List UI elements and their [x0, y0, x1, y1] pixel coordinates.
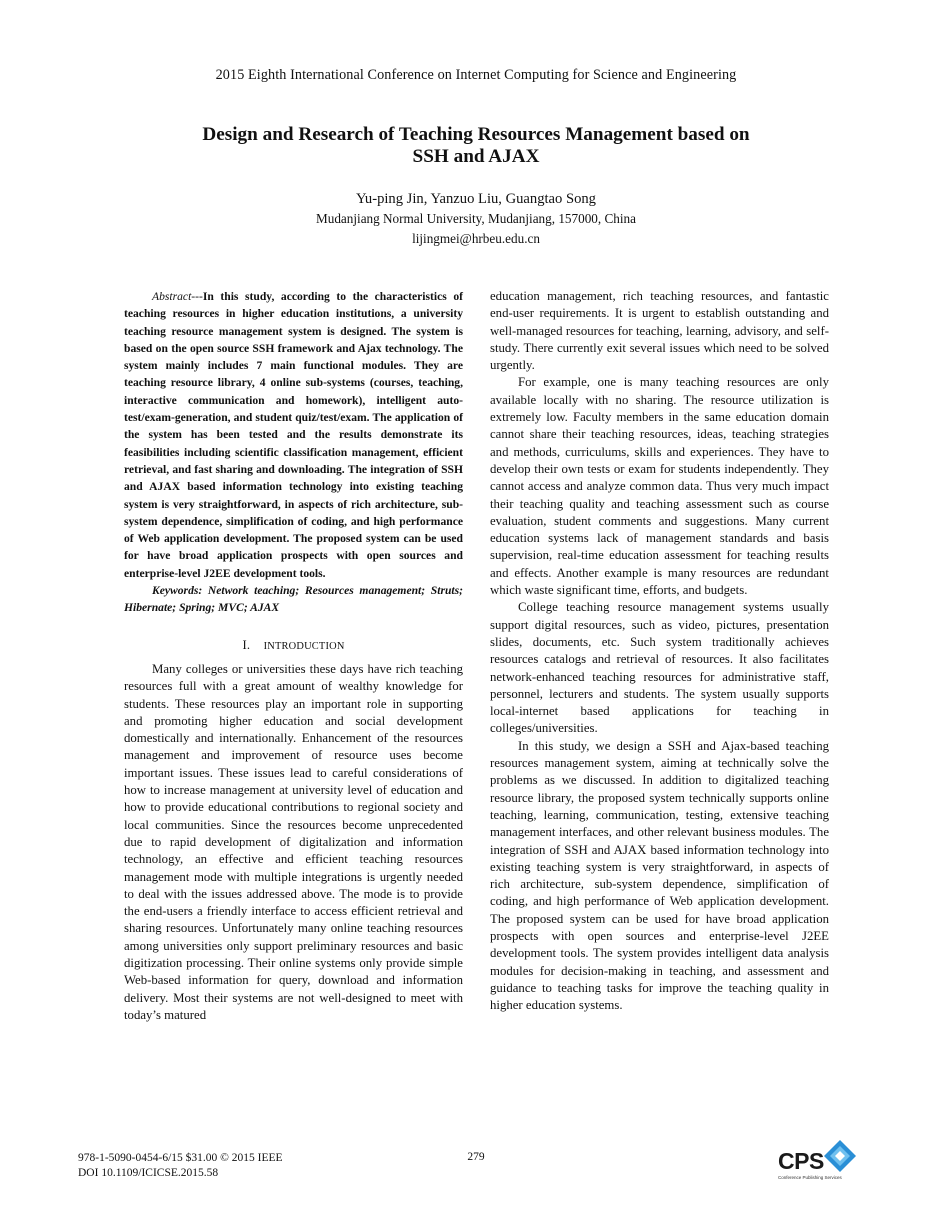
section-heading-introduction: [124, 637, 463, 655]
affiliation: Mudanjiang Normal University, Mudanjiang, 157000, China: [316, 211, 636, 226]
intro-paragraph-3: College teaching resource management systems usually support digital resources, such as video, pictures, presentation slides, documents, etc. Such system traditionally achieves resources catalogs and retrieval of resources. It also facilitates network-enhanced teaching resources for administrative staff, personnel, lecturers and students. The system usually supports local-internet based applications for teaching in colleges/universities.: [490, 600, 829, 736]
author-email: lijingmei@hrbeu.edu.cn: [412, 231, 540, 246]
paper-title: [120, 124, 832, 168]
section-number: I.: [242, 637, 251, 652]
intro-paragraph-2: For example, one is many teaching resources are only available locally with no sharing. The resource utilization is extremely low. Faculty members in the same education domain cannot share their teaching resources, ideas, teaching strategies and methods, curriculums, skills and experiences. They have to develop their own tests or exam for students independently. They cannot access and analyze common data. Thus very much impact their teaching quality and teaching assessment such as course evaluation, student comments and suggestions. Many current education systems lack of management standards and basis supervision, real-time education assessment for teaching results and effects. Another example is many resources are redundant which waste significant time, efforts, and budgets.: [490, 375, 829, 598]
right-column: [490, 288, 829, 1014]
footer-copyright: [78, 1151, 283, 1181]
cps-diamond-icon: [822, 1138, 858, 1174]
footer-doi: DOI 10.1109/ICICSE.2015.58: [78, 1167, 219, 1179]
abstract: [124, 288, 463, 582]
page-number: 279: [467, 1151, 485, 1163]
paper-title-line-1: Design and Research of Teaching Resources Management based on: [202, 124, 750, 145]
author-list: Yu-ping Jin, Yanzuo Liu, Guangtao Song: [356, 191, 596, 207]
cps-logo: [778, 1138, 858, 1188]
abstract-body: In this study, according to the characteristics of teaching resources in higher education institutions, a university teaching resource management system is designed. The system is based on the open source SSH framework and Ajax technology. The system mainly includes 7 main functional modules. They are teaching resource library, 4 online sub-systems (courses, teaching, interactive communication and homework), intelligent auto-test/exam-generation, and student quiz/test/exam. The application of the system has been tested and the results demonstrate its feasibilities including scientific classification management, efficient retrieval, and fast sharing and downloading. The integration of SSH and AJAX based information technology into existing teaching system is very straightforward, in aspects of rich architecture, sub-system dependence, simplification of coding, and high performance of Web application development. The proposed system can be used for have broad application prospects with open sources and enterprise-level J2EE development tools.: [124, 290, 463, 580]
intro-paragraph-1: Many colleges or universities these days have rich teaching resources full with a great amount of wealthy knowledge for students. These resources play an important role in supporting and promoting higher education and social development domestically and internationally. Enhancement of the resources management and improvement of resource uses become important issues. These issues lead to careful considerations of how to increase management at university level of education and how to provide educational contributions to regional society and local communities. Since the resources become unprecedented due to rapid development of digitalization and information technology, an effective and efficient teaching resources management mode with multiple integrations is urgently needed to deal with the issues addressed above. The mode is to provide the end-users a friendly interface to access efficient retrieval and sharing resources. Unfortunately many online teaching resources among universities only support preliminary resources and basic digitization processing. Their online systems only provide simple Web-based information for query, download and information delivery. Most their systems are not well-designed to meet with today’s matured: [124, 661, 463, 1022]
conference-header: 2015 Eighth International Conference on Internet Computing for Science and Engineering: [215, 67, 737, 83]
paper-title-line-2: SSH and AJAX: [412, 146, 540, 167]
keywords: Keywords: Network teaching; Resources management; Struts; Hibernate; Spring; MVC; AJAX: [124, 584, 463, 615]
abstract-lead: Abstract---: [152, 290, 203, 303]
left-column: [124, 288, 463, 1024]
footer-isbn: 978-1-5090-0454-6/15 $31.00 © 2015 IEEE: [78, 1152, 283, 1164]
intro-paragraph-continued: education management, rich teaching resources, and fantastic end-user requirements. It is urgent to establish outstanding and well-managed resources for teaching, learning, advisory, and self-study. There currently exit several issues which need to be solved urgently.: [490, 289, 829, 373]
cps-logo-text: CPS: [778, 1148, 824, 1174]
cps-logo-subtitle: Conference Publishing Services: [778, 1175, 842, 1180]
section-title: INTRODUCTION: [263, 640, 345, 652]
intro-paragraph-4: In this study, we design a SSH and Ajax-based teaching resources management system, aiming at technically solve the problems as we discussed. In addition to digitalized teaching resource library, the proposed system technically supports online teaching, learning, communication, testing, extensive teaching management interfaces, and other relevant business modules. The integration of SSH and AJAX based information technology into existing teaching system is very straightforward, in aspects of rich architecture, sub-system dependence, simplification of coding, and high performance of Web application development. The proposed system can be used for have broad application prospects with open sources and enterprise-level J2EE development tools. The system provides intelligent data analysis modules for decision-making in teaching, and assessment and guidance to teaching tasks for improve the teaching quality in higher education systems.: [490, 738, 829, 1013]
